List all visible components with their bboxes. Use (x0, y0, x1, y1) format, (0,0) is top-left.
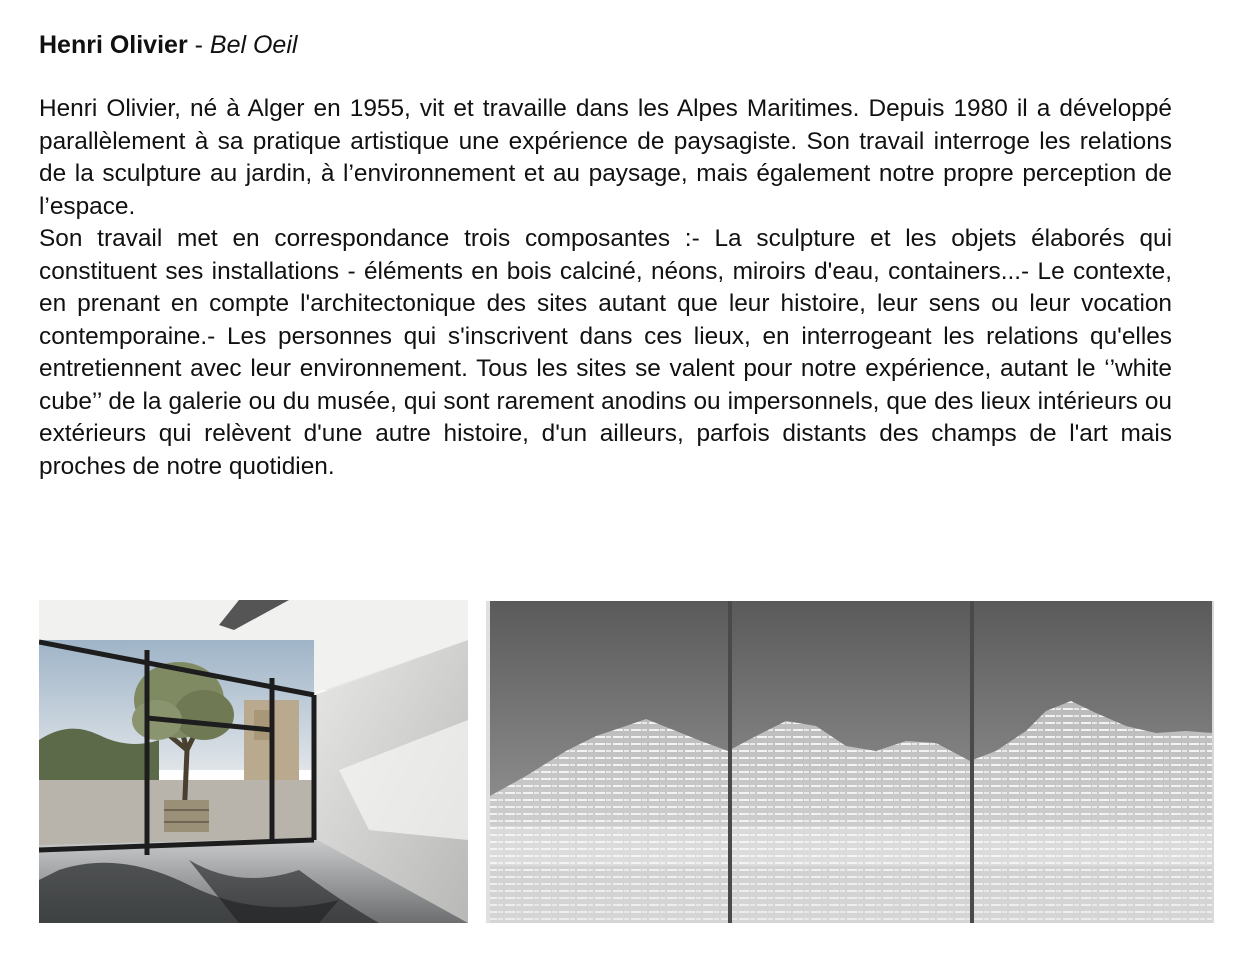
triptych-artwork (486, 601, 1214, 923)
work-title: Bel Oeil (209, 31, 298, 59)
triptych-artwork-icon (486, 601, 1214, 923)
installation-photo (39, 600, 468, 923)
biography-paragraph: Henri Olivier, né à Alger en 1955, vit et travaille dans les Alpes Maritimes. Depuis 1980 il a développé parallèlement à sa pratique artistique une expérience de paysagiste. Son travail interroge les relations de la sculpture au jardin, à l’environnement et au paysage, mais également notre propre perception de l’espace. (39, 95, 1172, 220)
artist-biography (39, 93, 1172, 483)
artist-name: Henri Olivier (39, 31, 188, 59)
title-separator: - (187, 31, 210, 59)
biography-paragraph: Son travail met en correspondance trois composantes :- La sculpture et les objets élaborés qui constituent ses installations - éléments en bois calciné, néons, miroirs d'eau, containers...- Le contexte, en prenant en compte l'architectonique des sites autant que leur histoire, leur sens ou leur vocation contemporaine.- Les personnes qui s'inscrivent dans ces lieux, en interrogeant les relations qu'elles entretiennent avec leur environnement. Tous les sites se valent pour notre expérience, autant le ‘’white cube’’ de la galerie ou du musée, qui sont rarement anodins ou impersonnels, que des lieux intérieurs ou extérieurs qui relèvent d'une autre histoire, d'un ailleurs, parfois distants des champs de l'art mais proches de notre quotidien. (39, 225, 1172, 480)
page-title (39, 28, 297, 62)
installation-photo-icon (39, 600, 468, 923)
